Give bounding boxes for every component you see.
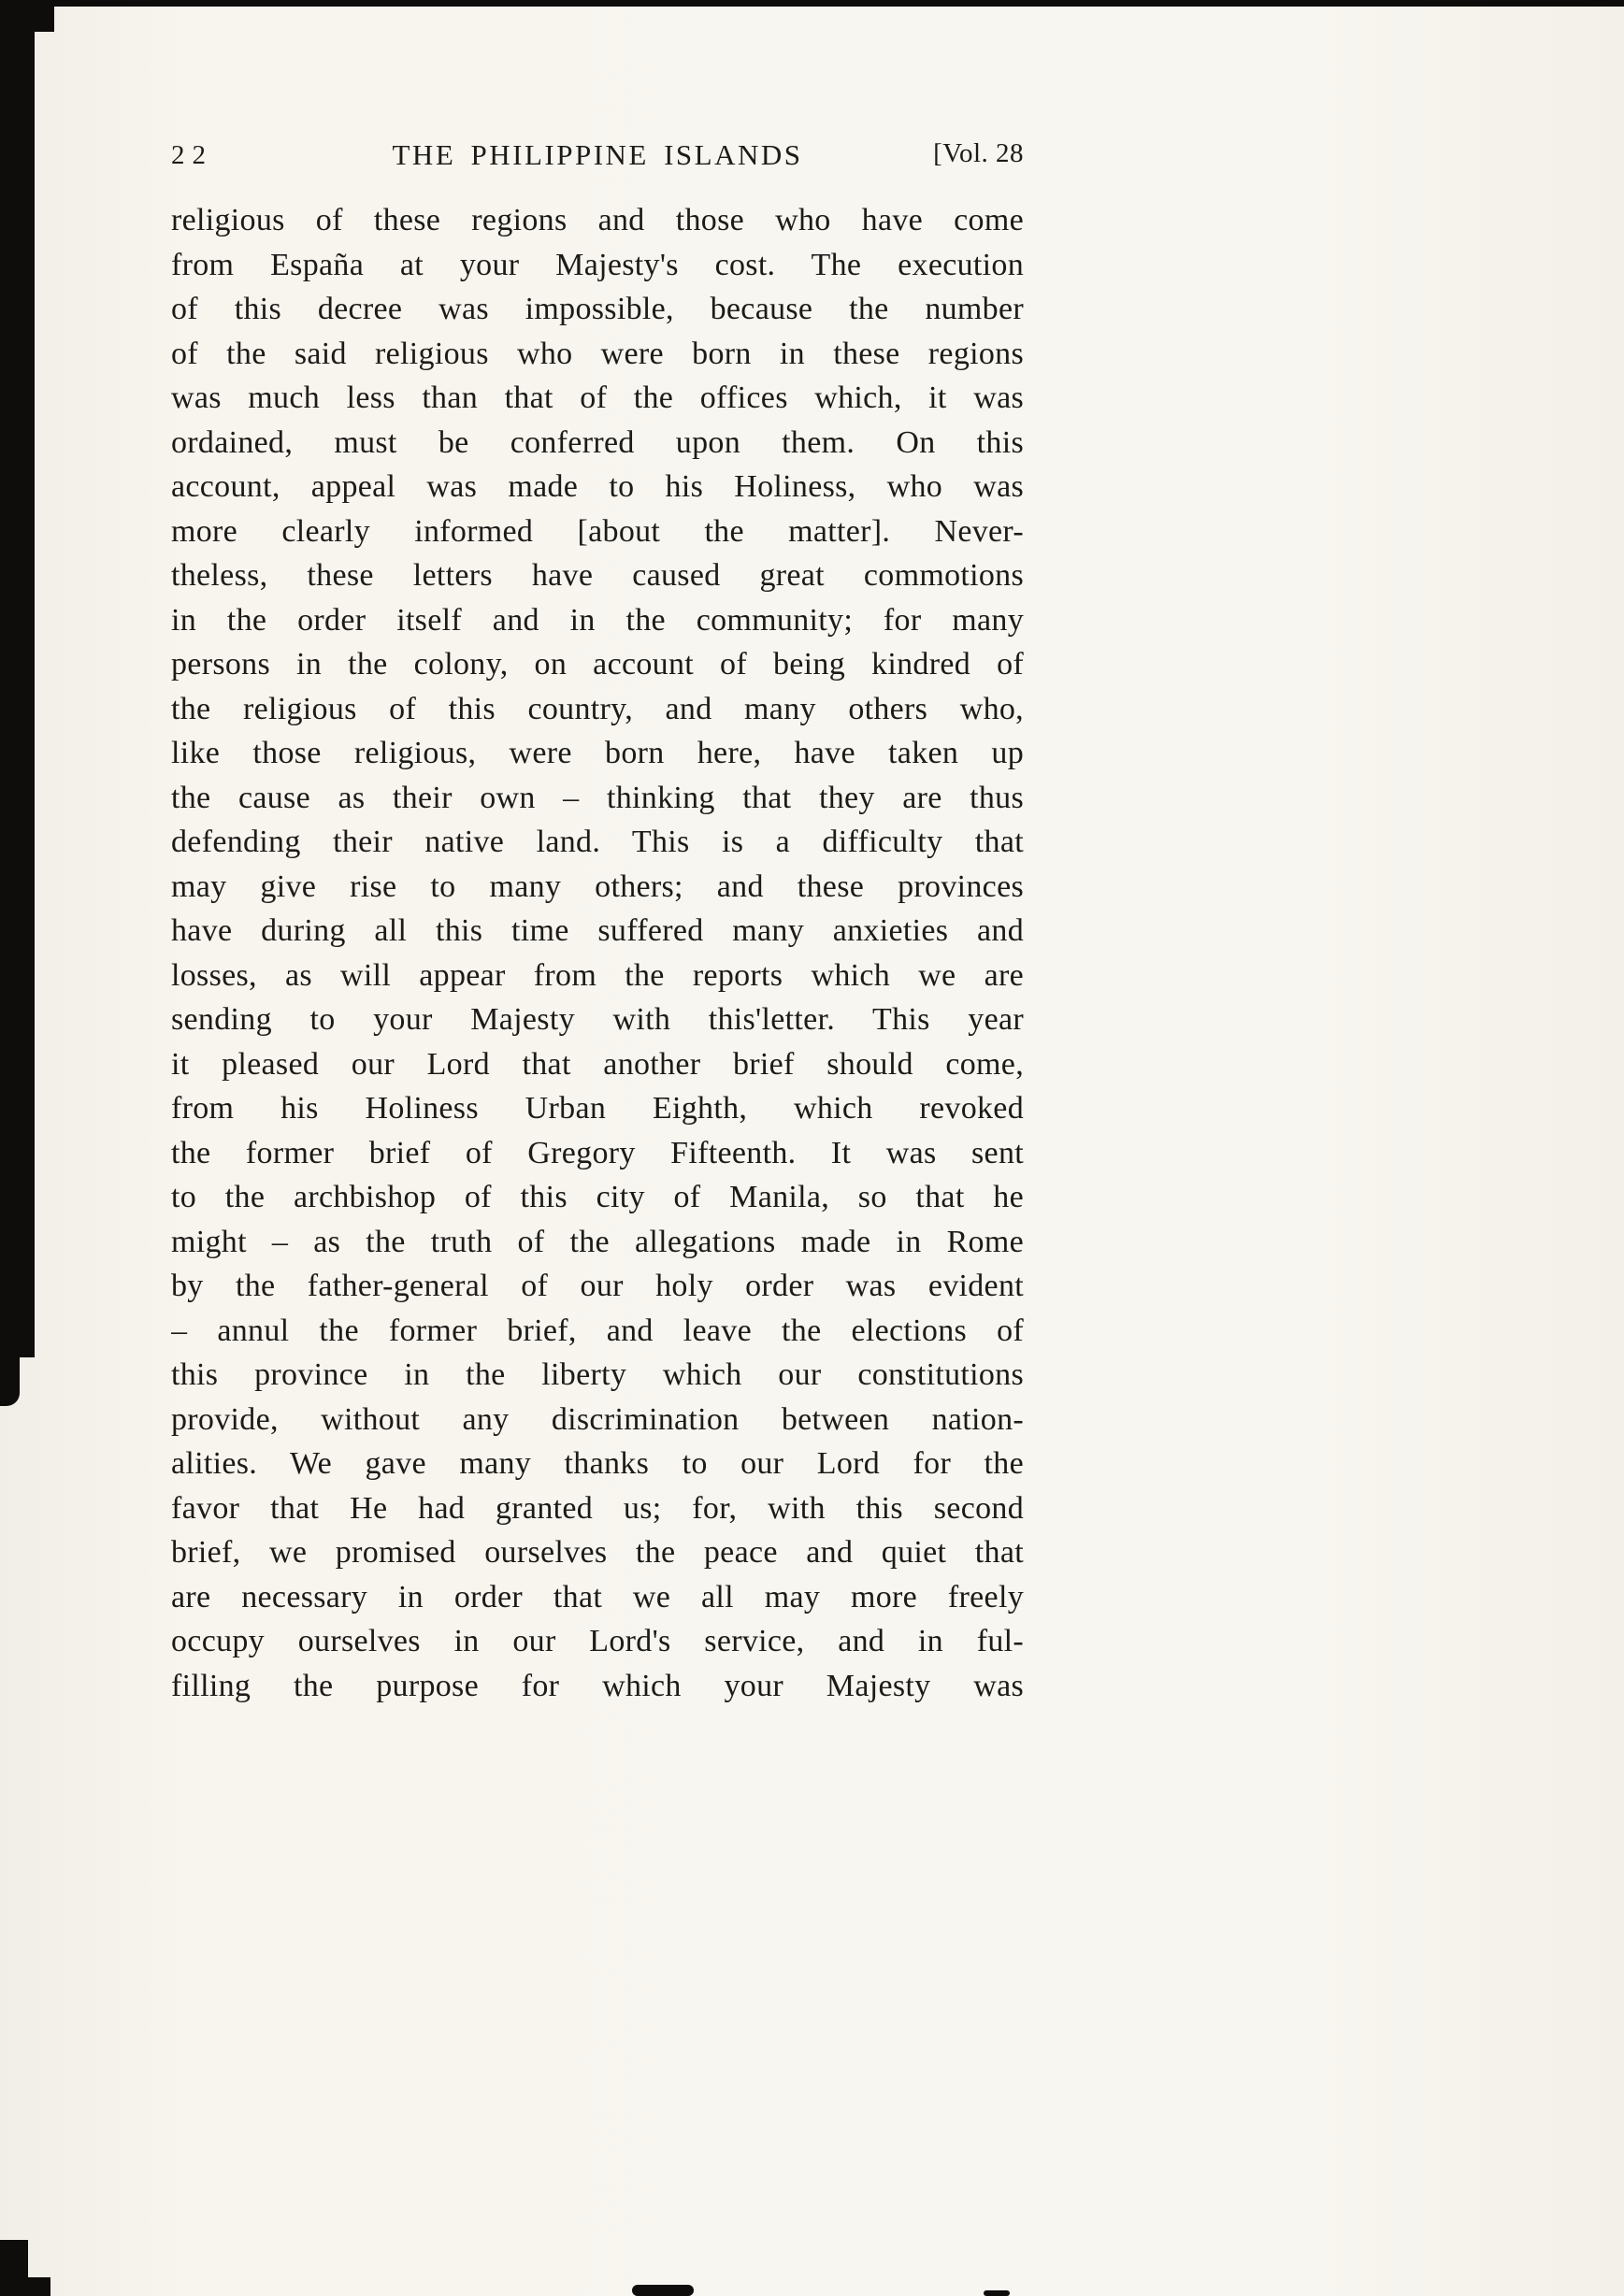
text-line: might – as the truth of the allegations made in Rome: [171, 1224, 1024, 1259]
text-line: from España at your Majesty's cost. The execution: [171, 247, 1024, 282]
text-line: may give rise to many others; and these provinces: [171, 868, 1024, 904]
scan-artifact-left-strip: [0, 0, 35, 1357]
scan-artifact-left-bulge: [0, 0, 54, 32]
text-line: sending to your Majesty with this'letter. This year: [171, 1002, 1024, 1037]
text-line: was much less than that of the offices which, it was: [171, 380, 1024, 415]
body-text: [171, 198, 1024, 1708]
text-line: by the father-general of our holy order was evident: [171, 1269, 1024, 1303]
text-line: in the order itself and in the community; for many: [171, 602, 1024, 638]
text-line: this province in the liberty which our constitutions: [171, 1357, 1024, 1392]
text-line: account, appeal was made to his Holiness, who was: [171, 469, 1024, 504]
text-line: the former brief of Gregory Fifteenth. It was sent: [171, 1135, 1024, 1170]
scan-artifact-top-edge: [0, 0, 1624, 7]
text-line: religious of these regions and those who have come: [171, 203, 1024, 237]
scan-artifact-bottom-speck-2: [984, 2290, 1010, 2296]
scan-artifact-left-taper: [0, 1357, 20, 1406]
text-line: the cause as their own – thinking that they are thus: [171, 780, 1024, 815]
text-line: have during all this time suffered many anxieties and: [171, 913, 1024, 948]
scan-artifact-bottom-left-2: [0, 2277, 50, 2296]
volume-label: [Vol. 28: [933, 138, 1024, 168]
text-line: persons in the colony, on account of being kindred of: [171, 647, 1024, 682]
text-line: provide, without any discrimination between nation-: [171, 1401, 1024, 1437]
text-line: – annul the former brief, and leave the elections of: [171, 1313, 1024, 1348]
text-line: are necessary in order that we all may more freely: [171, 1579, 1024, 1614]
text-line: brief, we promised ourselves the peace and quiet that: [171, 1535, 1024, 1570]
text-line: from his Holiness Urban Eighth, which revoked: [171, 1091, 1024, 1126]
text-line: ordained, must be conferred upon them. On this: [171, 424, 1024, 460]
scan-artifact-bottom-speck: [632, 2285, 694, 2296]
text-line: favor that He had granted us; for, with this second: [171, 1490, 1024, 1526]
text-line: it pleased our Lord that another brief should come,: [171, 1046, 1024, 1082]
page-header: [171, 138, 1024, 176]
text-line: more clearly informed [about the matter]. Never-: [171, 513, 1024, 549]
text-line: the religious of this country, and many others who,: [171, 691, 1024, 726]
text-line: alities. We gave many thanks to our Lord for the: [171, 1446, 1024, 1481]
text-line: theless, these letters have caused great commotions: [171, 558, 1024, 593]
page-number: 22: [171, 140, 213, 170]
text-line: filling the purpose for which your Majesty was: [171, 1668, 1024, 1703]
text-line: of the said religious who were born in these regions: [171, 336, 1024, 371]
text-line: like those religious, were born here, have taken up: [171, 736, 1024, 770]
running-title: THE PHILIPPINE ISLANDS: [392, 138, 803, 171]
text-line: defending their native land. This is a difficulty that: [171, 825, 1024, 859]
text-line: of this decree was impossible, because the number: [171, 292, 1024, 326]
text-line: occupy ourselves in our Lord's service, and in ful-: [171, 1624, 1024, 1658]
text-line: to the archbishop of this city of Manila, so that he: [171, 1180, 1024, 1214]
text-line: losses, as will appear from the reports which we are: [171, 957, 1024, 993]
